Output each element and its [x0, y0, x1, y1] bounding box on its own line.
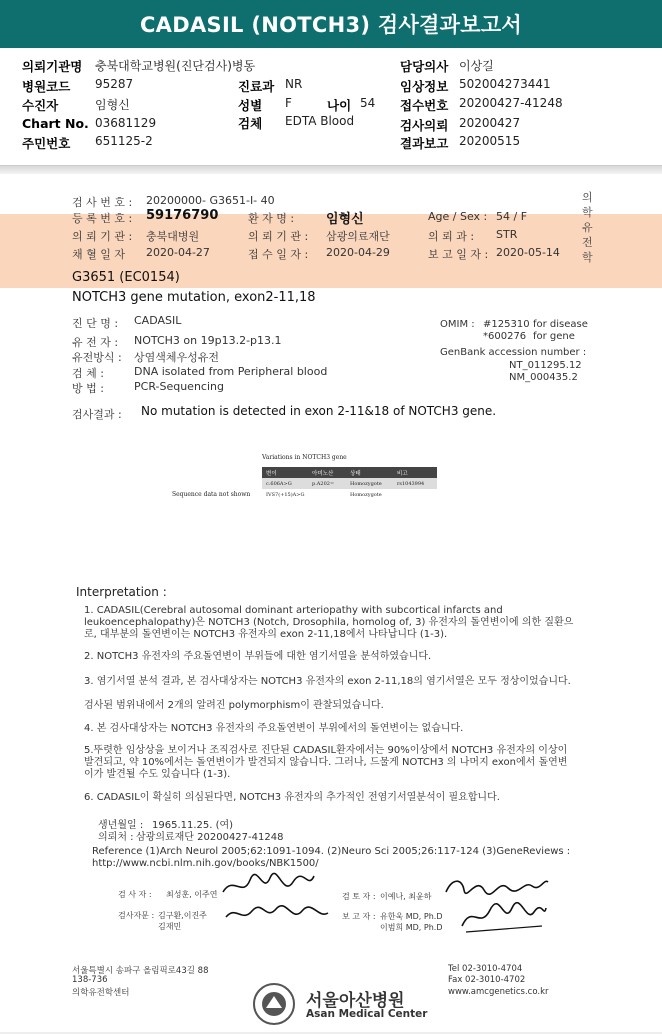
inst: 충북대병원 [146, 230, 200, 243]
examiner2-label: 검사자문 : [118, 911, 155, 920]
report-date-label: 보 고 일 자 : [428, 248, 489, 261]
examiner2a: 김구환,이진주 [158, 911, 207, 920]
value-clinical: 502004273441 [459, 77, 551, 91]
sequence-note: Sequence data not shown [172, 491, 251, 498]
value-sex: F [285, 96, 292, 110]
label-hospital-code: 병원코드 [22, 79, 71, 94]
var-cell: Homozygote [350, 480, 382, 487]
label-doctor: 담당의사 [400, 59, 449, 74]
genbank-label: GenBank accession number : [440, 347, 587, 358]
variations-header-row [262, 467, 437, 478]
var-cell: IVS7(+15)A>G [266, 491, 305, 498]
genbank-1: NT_011295.12 [509, 360, 582, 371]
spec: DNA isolated from Peripheral blood [134, 365, 328, 378]
var-header: 아미노산 [312, 470, 334, 477]
value-specimen: EDTA Blood [285, 114, 355, 128]
test-no: 20200000- G3651-I- 40 [146, 194, 275, 207]
reviewer-label: 검 토 자 : [342, 892, 376, 901]
inst2-label: 의 뢰 기 관 : [248, 230, 309, 243]
label-chart: Chart No. [22, 116, 89, 131]
var-cell: Homozygote [350, 491, 382, 498]
inst2: 삼광의료재단 [326, 230, 390, 243]
inherit: 상염색체우성유전 [134, 351, 220, 364]
test-code: G3651 (EC0154) [72, 270, 180, 285]
value-patient: 임형신 [95, 98, 130, 112]
value-age: 54 [360, 96, 376, 110]
omim-label: OMIM : [440, 319, 475, 330]
reporter-signature [454, 896, 550, 936]
reporter-label: 보 고 자 : [342, 912, 376, 921]
address-1: 서울특별시 송파구 올림픽로43길 88 [72, 966, 209, 976]
asan-foundation-logo [252, 982, 296, 1026]
label-institution: 의뢰기관명 [22, 59, 83, 74]
table-row [262, 489, 437, 500]
report-header [0, 48, 662, 166]
genbank-2: NM_000435.2 [509, 372, 578, 383]
birth-label: 생년월일 : [98, 820, 144, 831]
omim-gene: *600276 [483, 331, 527, 342]
inst-label: 의 뢰 기 관 : [72, 230, 133, 243]
variations-caption: Variations in NOTCH3 gene [262, 454, 347, 461]
reference-url: http://www.ncbi.nlm.nih.gov/books/NBK1500/ [92, 858, 319, 869]
examiner2b: 김재민 [158, 922, 182, 931]
tel: Tel 02-3010-4704 [448, 964, 523, 974]
inherit-label: 유전방식 : [72, 351, 122, 364]
interpretation-item-5: 5.뚜렷한 임상상을 보이거나 조직검사로 진단된 CADASIL환자에서는 90%이상에서 NOTCH3 유전자의 이상이 발견되고, 약 10%에서는 돌연변이가 발견되지 않습니다. 그러나, 드물게 NOTCH3 의 나머지 exon에서 돌연변이가 발견될 수도 있습니다 (1-3). [84, 745, 568, 780]
label-request: 검사의뢰 [400, 118, 449, 133]
gene-label: 유 전 자 : [72, 336, 119, 349]
test-no-label: 검 사 번 호 : [72, 196, 133, 209]
side-vertical-label: 의학유전학 [582, 191, 593, 264]
value-dept: NR [285, 77, 303, 91]
table-row [262, 478, 437, 489]
value-institution: 충북대학교병원(진단검사)병동 [95, 59, 256, 73]
test-name: NOTCH3 gene mutation, exon2-11,18 [72, 290, 316, 305]
scanned-report-page [0, 174, 662, 1034]
birth: 1965.11.25. (여) [152, 820, 234, 831]
label-age: 나이 [327, 98, 352, 113]
doctor: STR [496, 228, 518, 241]
patient-name-label: 환 자 명 : [248, 212, 295, 225]
value-request: 20200427 [459, 116, 521, 130]
patient-name: 임형신 [326, 212, 364, 227]
examiner-label: 검 사 자 : [118, 890, 152, 899]
collect-label: 채 혈 일 자 [72, 248, 125, 261]
requester: 삼광의료재단 20200427-41248 [136, 832, 284, 843]
var-cell: c.606A>G [266, 480, 292, 487]
var-header: 상태 [350, 470, 361, 477]
var-header: 비고 [397, 470, 408, 477]
omim-disease-note: for disease [533, 319, 588, 330]
label-receipt: 접수번호 [400, 98, 449, 113]
interpretation-item-1: 1. CADASIL(Cerebral autosomal dominant arteriopathy with subcortical infarcts and leukoencephalopathy)은 NOTCH3 (Notch, Drosophila, homolog of, 3) 유전자의 돌연변이에 의한 질환으로, 대부분의 돌연변이는 NOTCH3 유전자의 exon 2-11,18에서 나타납니다 (1-3). [84, 605, 574, 640]
address-2: 138-736 [72, 975, 108, 985]
examiner-signature [218, 870, 318, 900]
website: www.amcgenetics.co.kr [448, 987, 549, 997]
value-report: 20200515 [459, 134, 521, 148]
method: PCR-Sequencing [134, 380, 224, 393]
doctor-label: 의 뢰 과 : [428, 230, 475, 243]
label-patient: 수진자 [22, 98, 59, 113]
page-separator [0, 166, 662, 174]
reporter-2: 이범희 MD, Ph.D [380, 923, 443, 932]
interpretation-item-4: 4. 본 검사대상자는 NOTCH3 유전자의 주요돌연변이 부위에서의 돌연변이는 없습니다. [84, 723, 464, 734]
spec-label: 검 체 : [72, 367, 104, 380]
gene: NOTCH3 on 19p13.2-p13.1 [134, 334, 282, 347]
reviewer: 이예나, 최윤하 [380, 892, 432, 901]
value-receipt: 20200427-41248 [459, 96, 563, 110]
interpretation-item-2: 2. NOTCH3 유전자의 주요돌연변이 부위들에 대한 염기서열을 분석하였습니다. [84, 651, 432, 662]
examiner: 최성훈, 이주연 [166, 890, 218, 899]
interpretation-item-3b: 검사된 범위내에서 2개의 알려진 polymorphism이 관찰되었습니다. [84, 700, 384, 711]
report-title-bar [0, 0, 662, 48]
label-dept: 진료과 [238, 79, 275, 94]
value-chart: 03681129 [95, 116, 157, 130]
examiner2-signature [222, 899, 332, 929]
reg-no: 59176790 [146, 208, 219, 223]
age-sex-label: Age / Sex : [428, 210, 488, 223]
age-sex: 54 / F [496, 210, 528, 223]
variations-table [262, 454, 437, 500]
value-resident: 651125-2 [95, 134, 153, 148]
dx: CADASIL [134, 314, 182, 327]
report-title: CADASIL (NOTCH3) 검사결과보고서 [139, 13, 523, 37]
reporter-1: 유한욱 MD, Ph.D [380, 912, 443, 921]
reference: Reference (1)Arch Neurol 2005;62:1091-1094. (2)Neuro Sci 2005;26:117-124 (3)GeneReviews : [92, 846, 571, 857]
label-sex: 성별 [238, 98, 263, 113]
interpretation-item-3: 3. 염기서열 분석 결과, 본 검사대상자는 NOTCH3 유전자의 exon 2-11,18의 염기서열은 모두 정상이었습니다. [84, 676, 571, 687]
omim-gene-note: for gene [533, 331, 575, 342]
address-3: 의학유전학센터 [72, 988, 130, 998]
value-doctor: 이상길 [459, 59, 494, 73]
label-clinical: 임상정보 [400, 79, 449, 94]
var-cell: p.A202= [312, 480, 335, 487]
receive: 2020-04-29 [326, 246, 390, 259]
label-specimen: 검체 [238, 116, 263, 131]
var-cell: rs1043994 [397, 480, 425, 487]
interpretation-title: Interpretation : [76, 585, 167, 599]
label-resident: 주민번호 [22, 136, 71, 151]
result: No mutation is detected in exon 2-11&18 of NOTCH3 gene. [141, 404, 497, 418]
var-header: 변이 [266, 470, 277, 477]
receive-label: 접 수 일 자 : [248, 248, 309, 261]
result-label: 검사결과 : [72, 408, 122, 421]
brand-english: Asan Medical Center [306, 1008, 428, 1020]
omim-disease: #125310 [483, 319, 530, 330]
method-label: 방 법 : [72, 382, 104, 395]
brand-korean: 서울아산병원 [306, 991, 405, 1011]
requester-label: 의뢰처 : [98, 832, 134, 843]
interpretation-item-6: 6. CADASIL이 확실히 의심된다면, NOTCH3 유전자의 추가적인 전염기서열분석이 필요합니다. [84, 792, 500, 803]
report-date: 2020-05-14 [496, 246, 560, 259]
value-hospital-code: 95287 [95, 77, 134, 91]
label-report: 결과보고 [400, 136, 449, 151]
fax: Fax 02-3010-4702 [448, 975, 526, 985]
reg-no-label: 등 록 번 호 : [72, 212, 133, 225]
dx-label: 진 단 명 : [72, 317, 119, 330]
collect: 2020-04-27 [146, 246, 210, 259]
